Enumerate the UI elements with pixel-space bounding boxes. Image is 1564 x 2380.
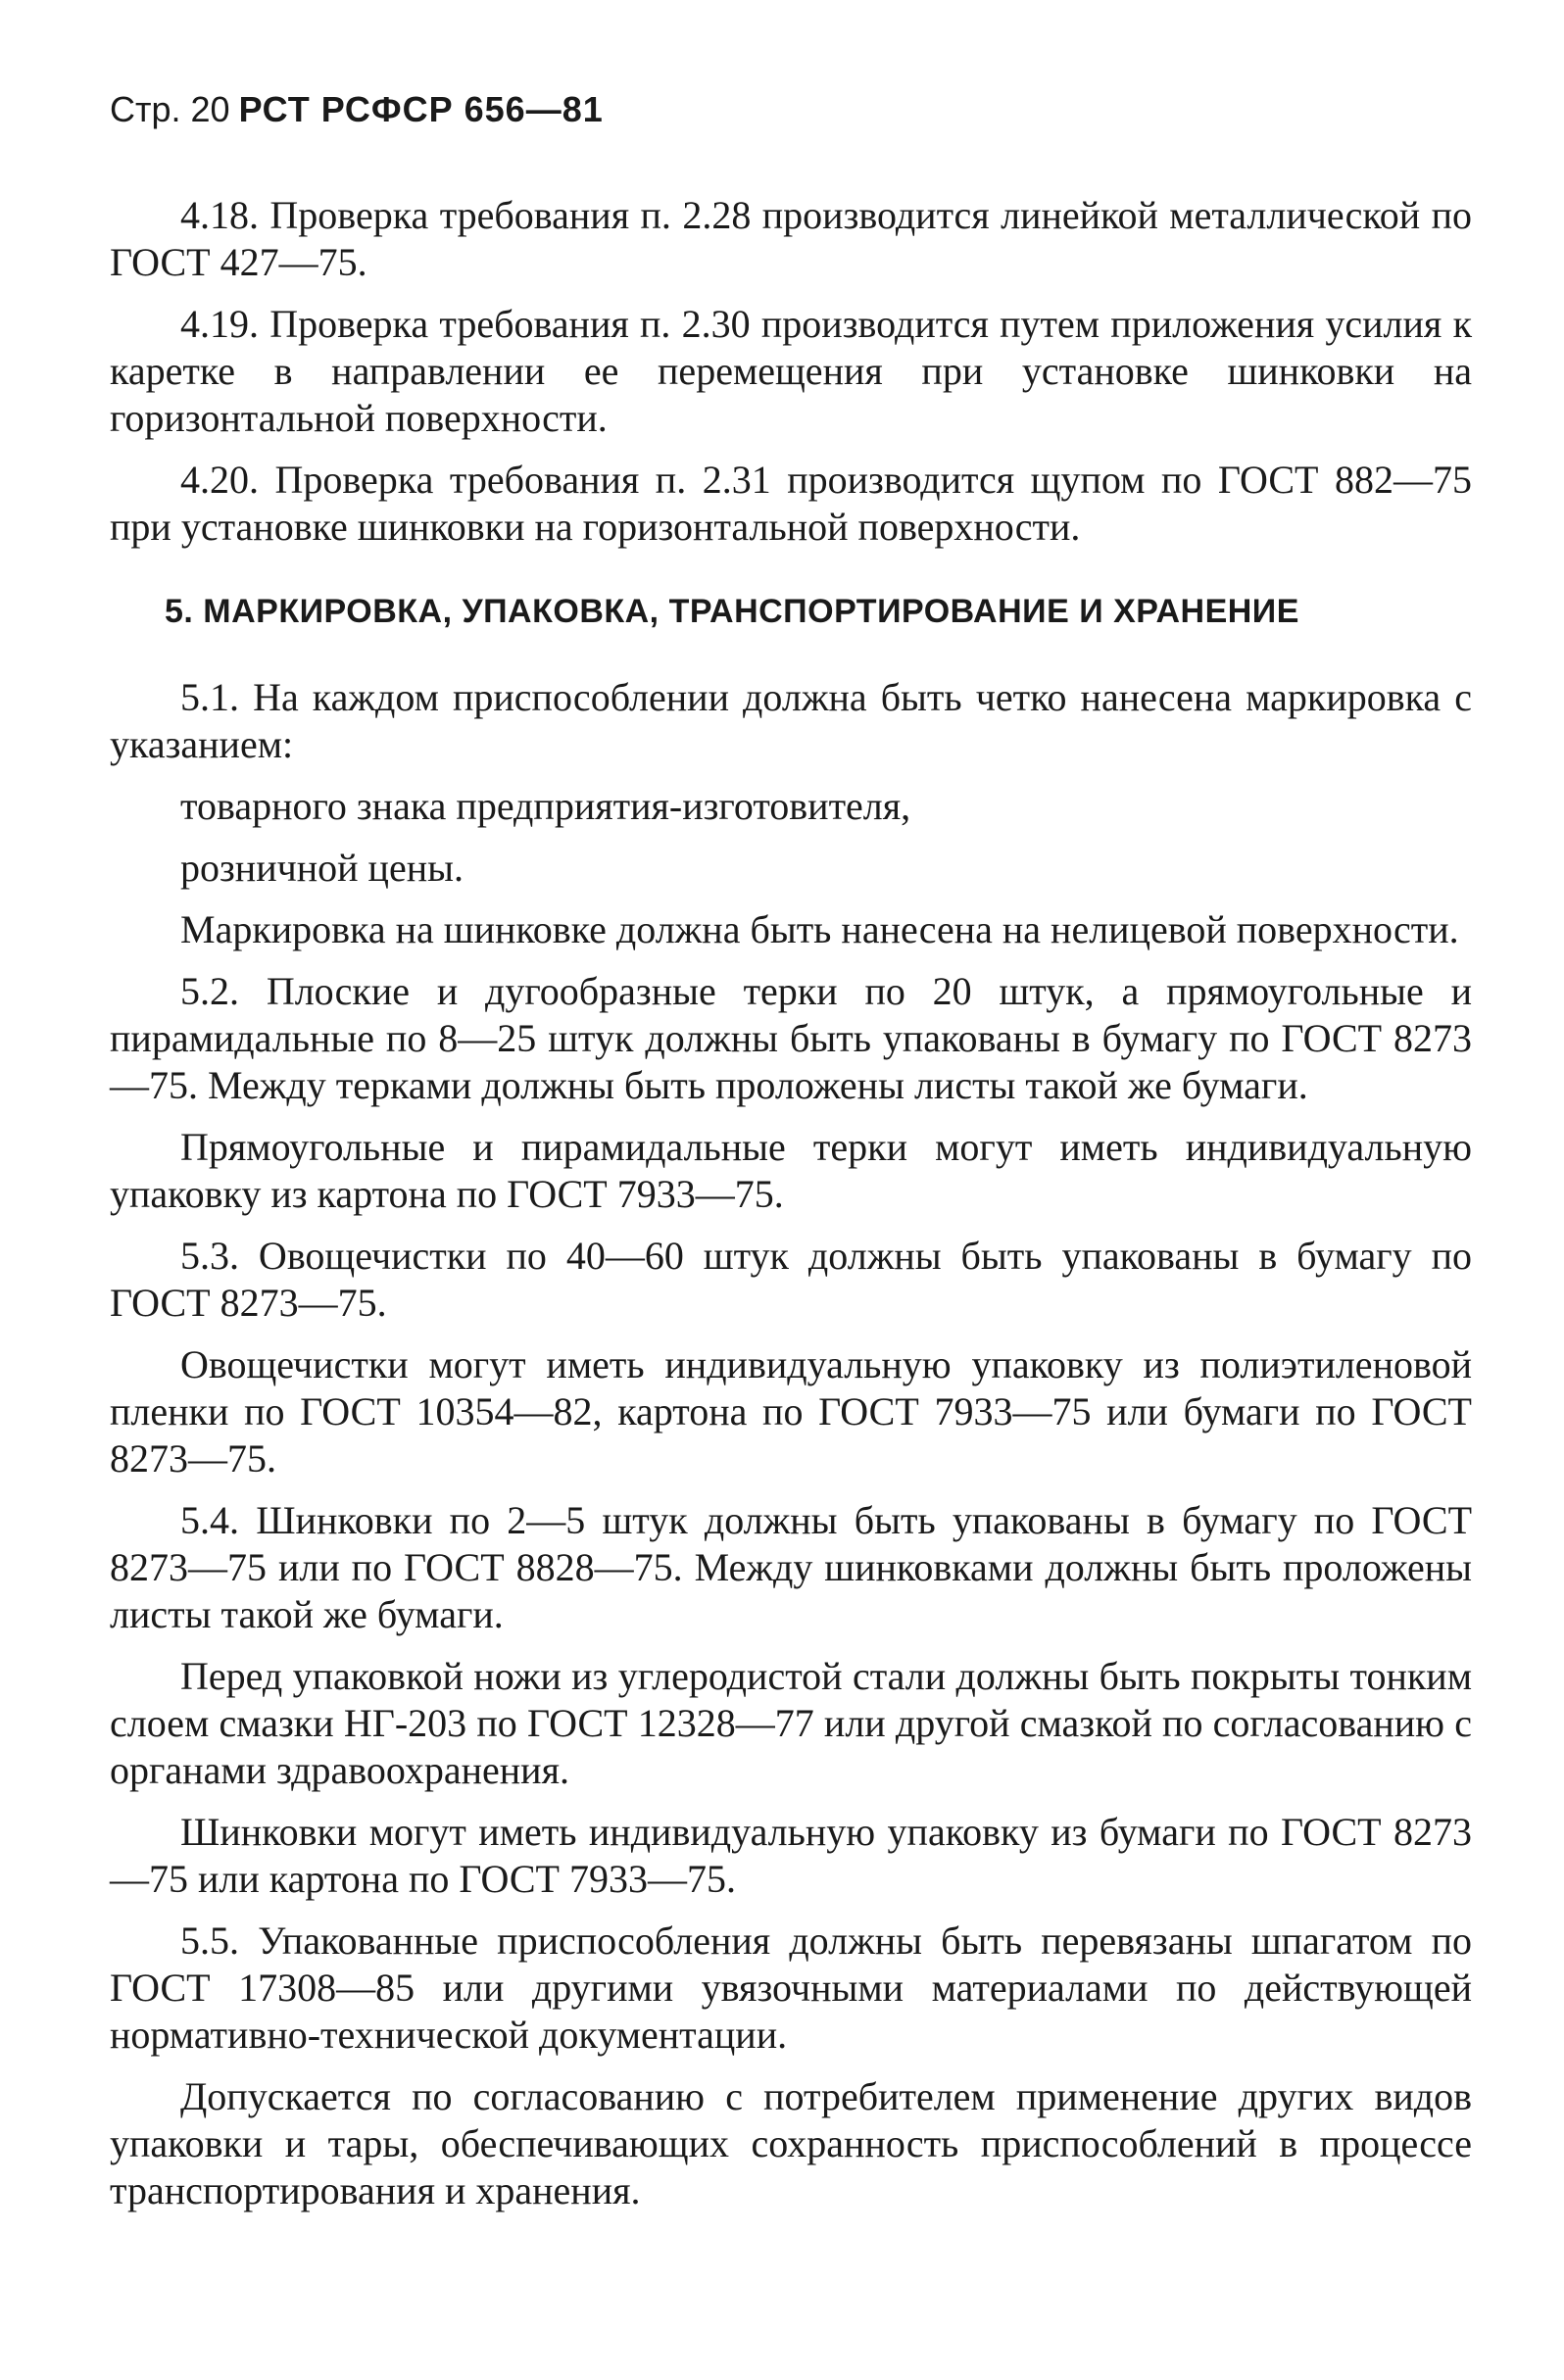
- paragraph-4-20: 4.20. Проверка требования п. 2.31 производится щупом по ГОСТ 882—75 при установке шинковки на горизонтальной поверхности.: [110, 458, 1472, 549]
- paragraph-knife-lubrication: Перед упаковкой ножи из углеродистой стали должны быть покрыты тонким слоем смазки НГ-203 по ГОСТ 12328—77 или другой смазкой по согласованию с органами здравоохранения.: [110, 1654, 1472, 1792]
- paragraph-5-3: 5.3. Овощечистки по 40—60 штук должны быть упакованы в бумагу по ГОСТ 8273—75.: [110, 1234, 1472, 1325]
- page-number: Стр. 20: [110, 89, 230, 129]
- list-item-trademark: товарного знака предприятия-изготовителя,: [180, 784, 911, 828]
- paragraph-5-5: 5.5. Упакованные приспособления должны быть перевязаны шпагатом по ГОСТ 17308—85 или другими увязочными материалами по действующей нормативно-технической документации.: [110, 1919, 1472, 2057]
- paragraph-4-19: 4.19. Проверка требования п. 2.30 производится путем приложения усилия к каретке в направлении ее перемещения при установке шинковки на горизонтальной поверхности.: [110, 302, 1472, 440]
- section-heading: 5. МАРКИРОВКА, УПАКОВКА, ТРАНСПОРТИРОВАНИЕ И ХРАНЕНИЕ: [165, 593, 1299, 630]
- paragraph-5-2: 5.2. Плоские и дугообразные терки по 20 штук, а прямоугольные и пирамидальные по 8—25 штук должны быть упакованы в бумагу по ГОСТ 8273—75. Между терками должны быть проложены листы такой же бумаги.: [110, 969, 1472, 1107]
- body-text: [110, 192, 1472, 2229]
- paragraph-shredder-packaging: Шинковки могут иметь индивидуальную упаковку из бумаги по ГОСТ 8273—75 или картона по ГОСТ 7933—75.: [110, 1810, 1472, 1901]
- paragraph-5-1: 5.1. На каждом приспособлении должна быть четко нанесена маркировка с указанием:: [110, 675, 1472, 766]
- paragraph-peeler-packaging: Овощечистки могут иметь индивидуальную упаковку из полиэтиленовой пленки по ГОСТ 10354—82, картона по ГОСТ 7933—75 или бумаги по ГОСТ 8273—75.: [110, 1342, 1472, 1481]
- paragraph-5-4: 5.4. Шинковки по 2—5 штук должны быть упакованы в бумагу по ГОСТ 8273—75 или по ГОСТ 8828—75. Между шинковками должны быть проложены листы такой же бумаги.: [110, 1498, 1472, 1636]
- list-item-retail-price: розничной цены.: [180, 846, 464, 890]
- running-header: [110, 88, 604, 131]
- paragraph-4-18: 4.18. Проверка требования п. 2.28 производится линейкой металлической по ГОСТ 427—75.: [110, 193, 1472, 284]
- paragraph-alternative-packaging: Допускается по согласованию с потребителем применение других видов упаковки и тары, обеспечивающих сохранность приспособлений в процессе транспортирования и хранения.: [110, 2074, 1472, 2212]
- paragraph-marking-surface: Маркировка на шинковке должна быть нанесена на нелицевой поверхности.: [180, 907, 1459, 951]
- paragraph-grater-packaging: Прямоугольные и пирамидальные терки могут иметь индивидуальную упаковку из картона по ГОСТ 7933—75.: [110, 1125, 1472, 1216]
- standard-code: РСТ РСФСР 656—81: [238, 89, 604, 129]
